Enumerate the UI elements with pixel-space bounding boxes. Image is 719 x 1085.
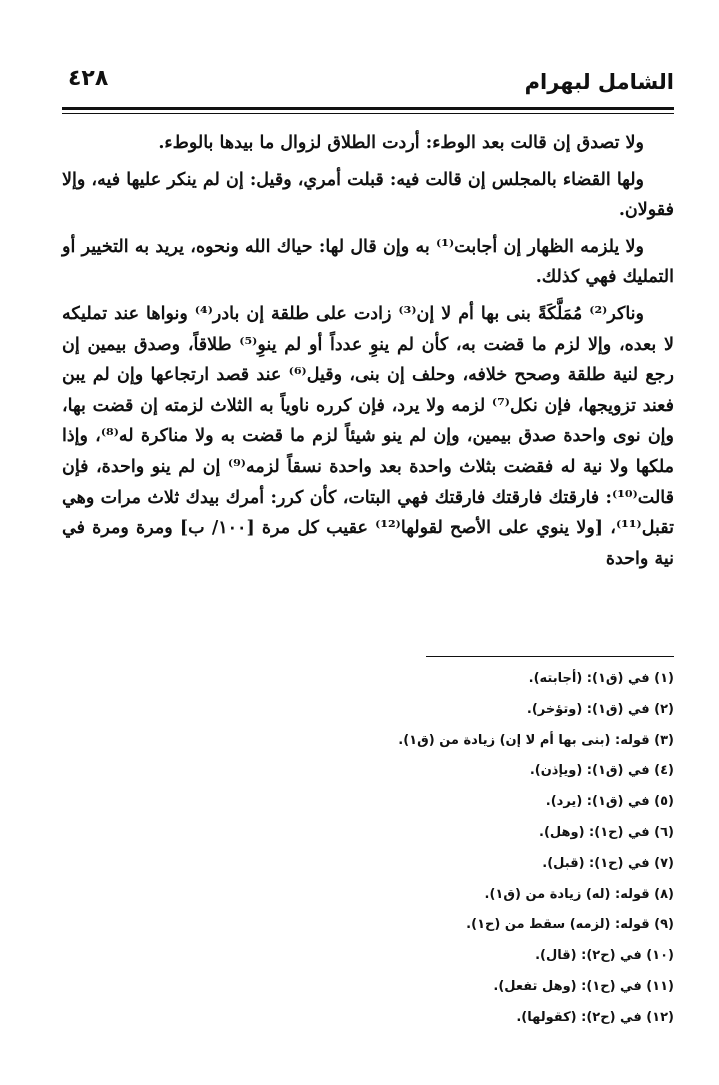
paragraph-1: ولا تصدق إن قالت بعد الوطء: أردت الطلاق لزوال ما بيدها بالوطء. xyxy=(158,133,644,153)
footnote-6: (٦) في (ح١): (وهل). xyxy=(539,824,674,840)
header-rule xyxy=(62,107,674,110)
footnote-11: (١١) في (ح١): (وهل تفعل). xyxy=(493,978,674,994)
footnote-8: (٨) قوله: (له) زيادة من (ق١). xyxy=(484,886,674,902)
paragraph-3: ولا يلزمه الظهار إن أجابت⁽¹⁾ به وإن قال لها: حياك الله ونحوه، يريد به التخيير أو التمليك فهي كذلك. xyxy=(62,236,674,288)
paragraph-2: ولها القضاء بالمجلس إن قالت فيه: قبلت أمري، وقيل: إن لم ينكر عليها فيه، وإلا فقولان. xyxy=(62,169,674,221)
footnote-3: (٣) قوله: (بنى بها أم لا إن) زيادة من (ق١). xyxy=(398,732,674,748)
running-title: الشامل لبهرام xyxy=(524,70,674,94)
footnote-5: (٥) في (ق١): (يرد). xyxy=(545,794,674,810)
footnote-12: (١٢) في (ح٢): (كقولها). xyxy=(516,1009,674,1025)
main-text xyxy=(62,128,674,574)
footnote-10: (١٠) في (ح٢): (قال). xyxy=(535,948,674,964)
footnote-separator xyxy=(426,656,674,657)
page-header xyxy=(62,60,674,100)
footnote-9: (٩) قوله: (لزمه) سقط من (ح١). xyxy=(466,917,674,933)
footnotes-list xyxy=(62,664,674,1034)
header-rule-thin xyxy=(62,113,674,114)
paragraph-4: وناكر⁽²⁾ مُمَلَّكَةً بنى بها أم لا إن⁽³⁾ زادت على طلقة إن بادر⁽⁴⁾ ونواها عند تمليكه لا بعده، وإلا لزم ما قضت به، كأن لم ينوِ عدداً أو لم ينوِ⁽⁵⁾ طلاقاً، وصدق بيمين إن رجع لنية طلقة وصحح خلافه، وحلف إن بنى، وقيل⁽⁶⁾ عند قصد ارتجاعها وإن لم يبن فعند تزويجها، فإن نكل⁽⁷⁾ لزمه ولا يرد، فإن كرره ناوياً به الثلاث لزمته إن قضت بها، وإن نوى واحدة صدق بيمين، وإن لم ينو شيئاً لزم ما قضت به ولا مناكرة له⁽⁸⁾، وإذا ملكها ولا نية له فقضت بثلاث واحدة بعد واحدة نسقاً لزمه⁽⁹⁾ إن لم ينو واحدة، فإن قالت⁽¹⁰⁾: فارقتك فارقتك فارقتك فهي البتات، كأن كرر: أمرك بيدك ثلاث مرات وهي تقبل⁽¹¹⁾، [ولا ينوي على الأصح لقولها⁽¹²⁾ عقيب كل مرة [١٠٠/ ب] ومرة ومرة في نية واحدة xyxy=(62,303,674,569)
footnote-1: (١) في (ق١): (أجابته). xyxy=(528,671,674,686)
footnote-4: (٤) في (ق١): (ويإذن). xyxy=(529,763,674,779)
footnote-7: (٧) في (ح١): (قبل). xyxy=(542,855,674,871)
book-page xyxy=(62,60,674,1025)
footnote-2: (٢) في (ق١): (وتؤخر). xyxy=(526,701,674,717)
page-number: ٤٢٨ xyxy=(68,66,109,91)
